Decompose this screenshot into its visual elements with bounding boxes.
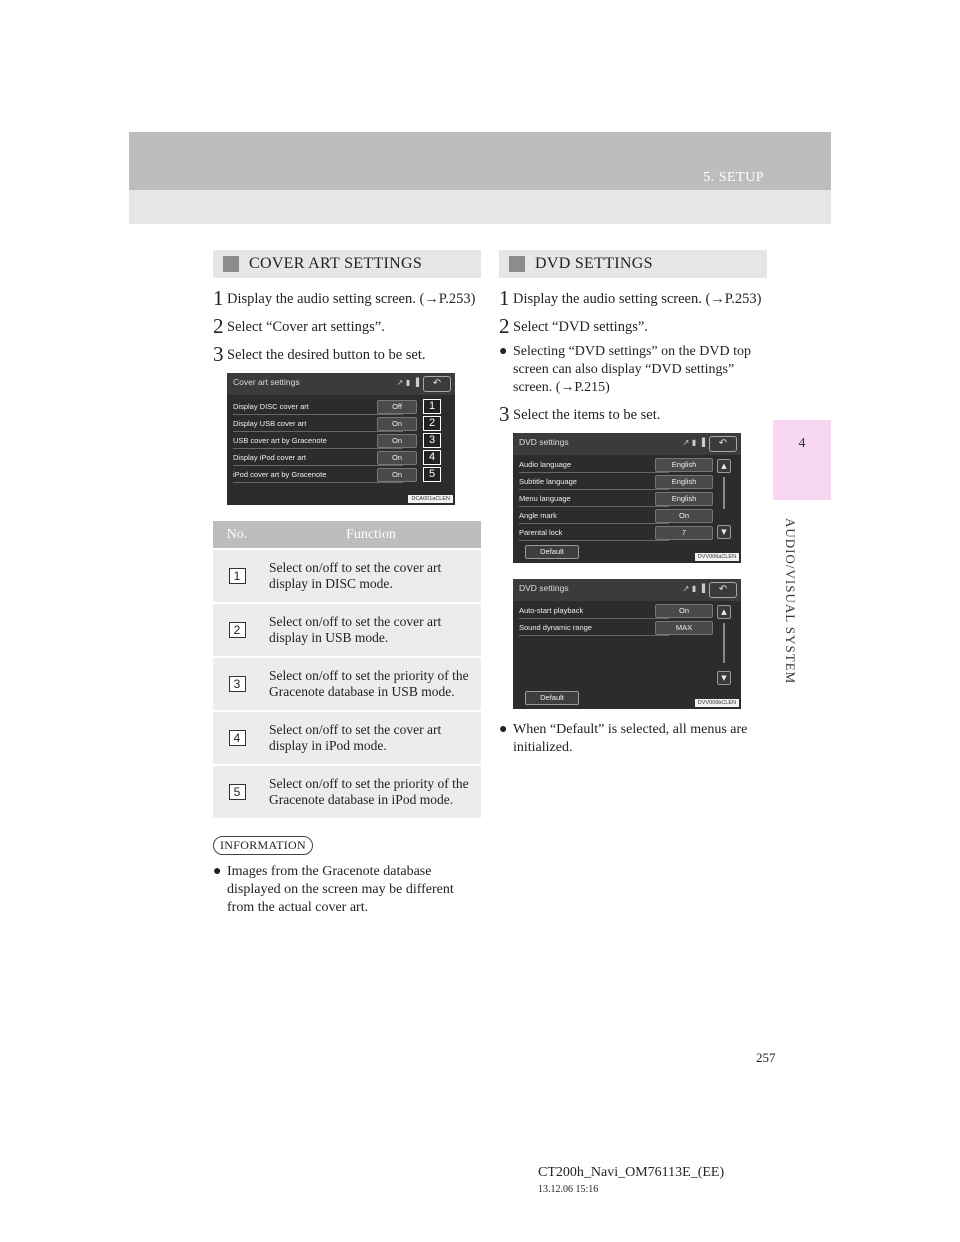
function-text: Select on/off to set the priority of the Gracenote database in USB mode.: [261, 657, 481, 711]
table-row: [213, 765, 481, 818]
chapter-label: AUDIO/VISUAL SYSTEM: [783, 518, 798, 685]
table-row: [213, 711, 481, 765]
setting-value[interactable]: On: [377, 451, 417, 465]
function-text: Select on/off to set the cover art display in DISC mode.: [261, 549, 481, 603]
setting-value[interactable]: On: [655, 604, 713, 618]
setting-value[interactable]: Off: [377, 400, 417, 414]
scrollbar[interactable]: [723, 477, 725, 509]
table-row: [213, 657, 481, 711]
screen-title: DVD settings: [519, 583, 569, 593]
function-text: Select on/off to set the priority of the Gracenote database in iPod mode.: [261, 765, 481, 818]
image-code: DVV006aCLEN: [695, 553, 739, 561]
setting-value[interactable]: On: [377, 434, 417, 448]
section-title: 5. SETUP: [703, 170, 764, 185]
cover-art-section: [213, 250, 481, 917]
dvd-settings-screen-1: [513, 433, 741, 563]
table-row: [213, 603, 481, 657]
callout-number: 1: [423, 399, 441, 414]
default-button[interactable]: Default: [525, 691, 579, 705]
number-box: 5: [229, 784, 246, 800]
column-header-no: No.: [213, 521, 261, 549]
number-box: 2: [229, 622, 246, 638]
cover-art-heading: COVER ART SETTINGS: [213, 250, 481, 278]
header-subband: [129, 190, 831, 224]
setting-row[interactable]: Subtitle language: [519, 474, 669, 490]
step-1: 1 Display the audio setting screen. (→P.253): [213, 286, 476, 310]
setting-row[interactable]: Angle mark: [519, 508, 669, 524]
setting-row[interactable]: Display iPod cover art: [233, 450, 403, 466]
cover-art-screen: [227, 373, 455, 505]
footer-document-id: CT200h_Navi_OM76113E_(EE): [538, 1165, 725, 1180]
screen-title: DVD settings: [519, 437, 569, 447]
step-1: 1 Display the audio setting screen. (→P.253): [499, 286, 762, 310]
setting-row[interactable]: Menu language: [519, 491, 669, 507]
number-box: 4: [229, 730, 246, 746]
table-row: [213, 549, 481, 603]
setting-row[interactable]: Display USB cover art: [233, 416, 403, 432]
footer-date: 13.12.06 15:16: [538, 1184, 599, 1195]
setting-value[interactable]: On: [655, 509, 713, 523]
image-code: DVV006bCLEN: [695, 699, 739, 707]
function-text: Select on/off to set the cover art display in USB mode.: [261, 603, 481, 657]
status-icons: ↗ ▮ ▐: [682, 584, 705, 593]
setting-row[interactable]: Auto-start playback: [519, 603, 669, 619]
callout-number: 5: [423, 467, 441, 482]
callout-number: 3: [423, 433, 441, 448]
chapter-number: 4: [798, 436, 806, 451]
setting-value[interactable]: 7: [655, 526, 713, 540]
setting-row[interactable]: Audio language: [519, 457, 669, 473]
setting-row[interactable]: Display DISC cover art: [233, 399, 403, 415]
page-number: 257: [756, 1050, 776, 1065]
dvd-heading: DVD SETTINGS: [499, 250, 767, 278]
bullet-icon: ●: [499, 722, 508, 737]
status-icons: ↗ ▮ ▐: [682, 438, 705, 447]
setting-value[interactable]: English: [655, 475, 713, 489]
back-button[interactable]: ↶: [423, 376, 451, 392]
status-icons: ↗ ▮ ▐: [396, 378, 419, 387]
step-2: 2 Select “Cover art settings”.: [213, 314, 385, 338]
setting-row[interactable]: Parental lock: [519, 525, 669, 541]
scroll-up-icon[interactable]: ▲: [717, 605, 731, 619]
default-bullet: ● When “Default” is selected, all menus are initialized.: [499, 722, 748, 755]
dvd-section: [499, 250, 767, 757]
scrollbar[interactable]: [723, 623, 725, 663]
setting-row[interactable]: Sound dynamic range: [519, 620, 669, 636]
callout-number: 4: [423, 450, 441, 465]
screen-title: Cover art settings: [233, 377, 300, 387]
number-box: 3: [229, 676, 246, 692]
setting-value[interactable]: English: [655, 492, 713, 506]
setting-value[interactable]: On: [377, 417, 417, 431]
function-text: Select on/off to set the cover art display in iPod mode.: [261, 711, 481, 765]
number-box: 1: [229, 568, 246, 584]
bullet-icon: ●: [499, 344, 508, 359]
step-3: 3 Select the desired button to be set.: [213, 342, 426, 366]
chapter-tab: [773, 420, 831, 500]
callout-number: 2: [423, 416, 441, 431]
setting-value[interactable]: On: [377, 468, 417, 482]
setting-value[interactable]: English: [655, 458, 713, 472]
bullet-icon: ●: [213, 864, 222, 879]
scroll-down-icon[interactable]: ▼: [717, 671, 731, 685]
setting-row[interactable]: USB cover art by Gracenote: [233, 433, 403, 449]
step-2: 2 Select “DVD settings”.: [499, 314, 648, 338]
information-bullet: ● Images from the Gracenote database displayed on the screen may be different from the actual cover art.: [213, 864, 454, 915]
scroll-down-icon[interactable]: ▼: [717, 525, 731, 539]
dvd-top-bullet: ● Selecting “DVD settings” on the DVD top screen can also display “DVD settings” screen. (→P.215): [499, 344, 751, 395]
heading-square-icon: [509, 256, 525, 272]
back-button[interactable]: ↶: [709, 436, 737, 452]
heading-square-icon: [223, 256, 239, 272]
step-3: 3 Select the items to be set.: [499, 402, 661, 426]
scroll-up-icon[interactable]: ▲: [717, 459, 731, 473]
column-header-function: Function: [261, 521, 481, 549]
dvd-settings-screen-2: [513, 579, 741, 709]
setting-value[interactable]: MAX: [655, 621, 713, 635]
information-tag: INFORMATION: [213, 836, 313, 855]
default-button[interactable]: Default: [525, 545, 579, 559]
setting-row[interactable]: iPod cover art by Gracenote: [233, 467, 403, 483]
image-code: DCA001aCLEN: [408, 495, 453, 503]
back-button[interactable]: ↶: [709, 582, 737, 598]
function-table: [213, 521, 481, 818]
